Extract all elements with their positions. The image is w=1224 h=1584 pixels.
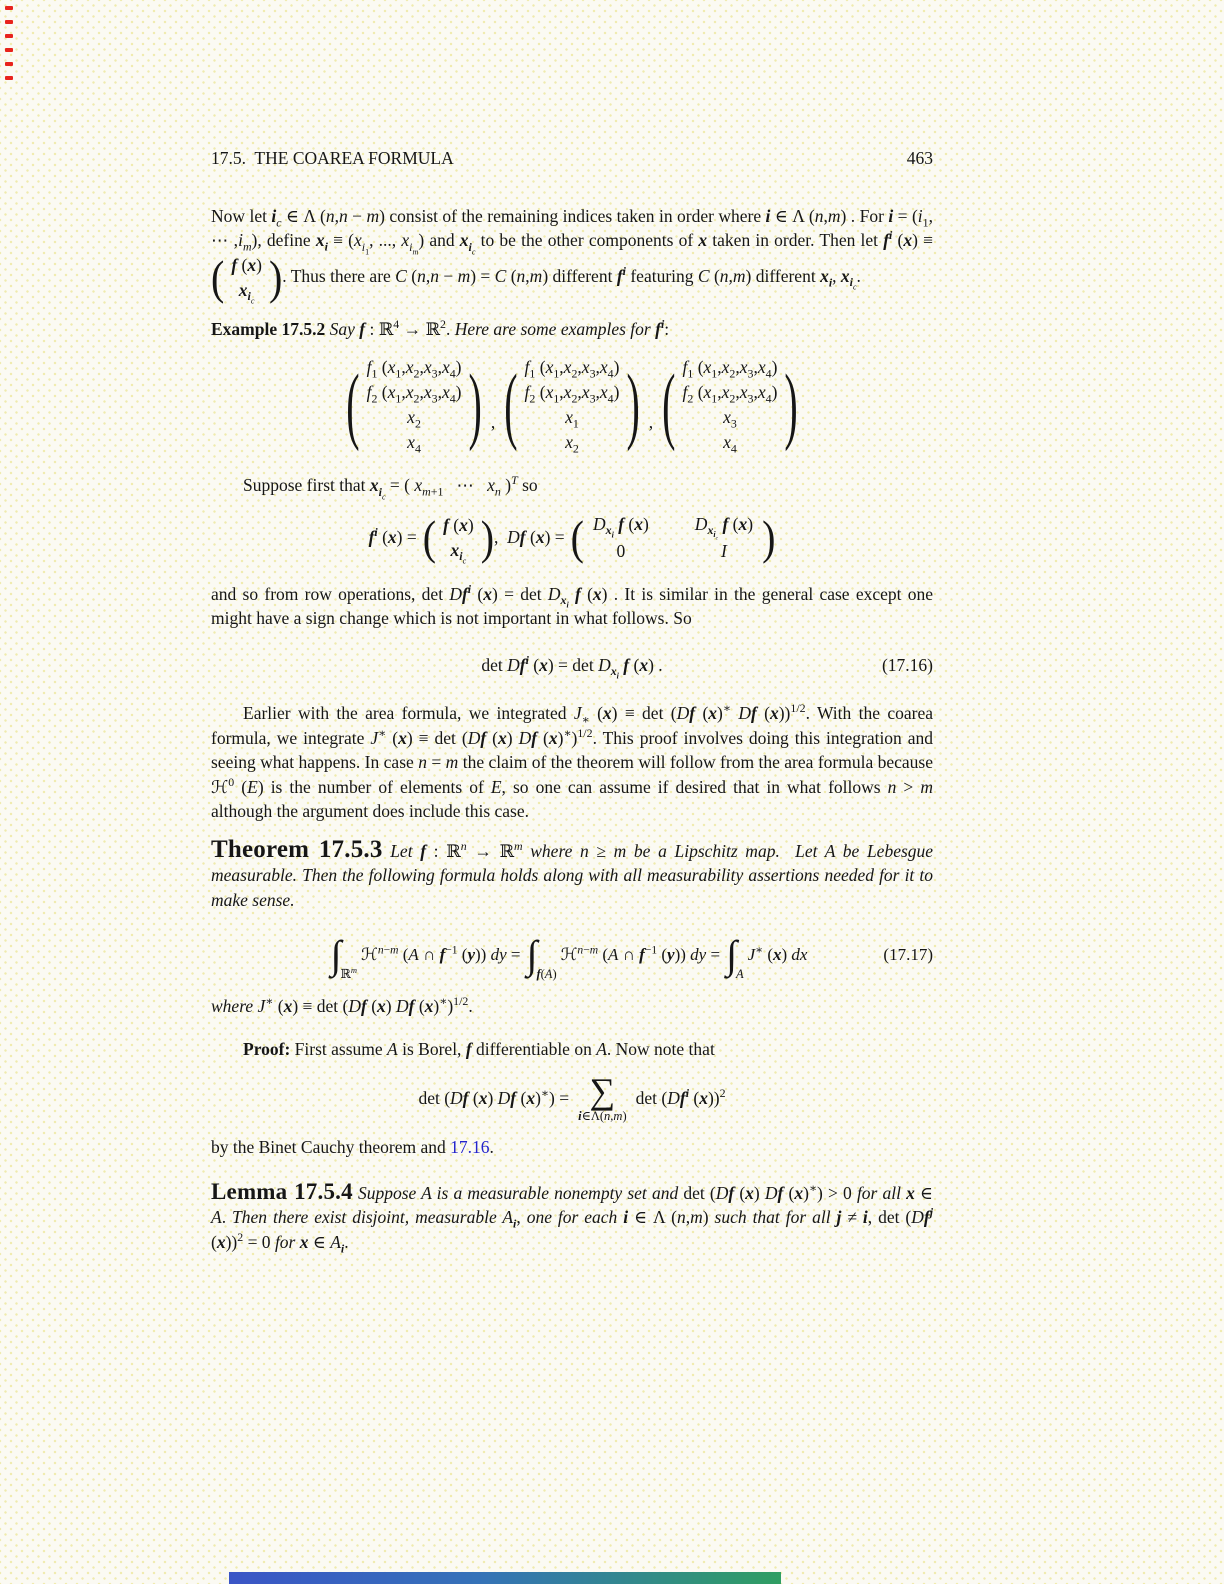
- binet-period: .: [489, 1137, 494, 1158]
- paragraph-intro-text-b: . Thus there are C (n,n − m) = C (n,m) different $f^i$ featuring C (n,m) different $x_i$, $x_{i_c}$.: [282, 263, 861, 292]
- equation-fi-df: [211, 512, 933, 564]
- lemma-label: Lemma 17.5.4: [211, 1178, 353, 1204]
- red-tick-mark: [5, 6, 13, 10]
- example-block: [211, 317, 933, 342]
- right-paren: ): [468, 355, 482, 453]
- matrix-entry: $f_1$ $(x_1,x_2,x_3,x_4)$: [366, 357, 462, 381]
- integral-term: [526, 932, 726, 982]
- integral-sign: ∫: [526, 932, 538, 978]
- paragraph-intro: [211, 204, 933, 306]
- right-paren: ): [762, 510, 776, 564]
- matrix-entry: $x_3$: [723, 407, 737, 431]
- matrix-entry: $D_{x_{i_c}}$ f (x): [694, 513, 754, 542]
- column-vector: [422, 510, 495, 566]
- left-paren: (: [422, 510, 437, 564]
- integral-domain: f(A): [536, 967, 557, 982]
- ref-link-17-16[interactable]: 17.16: [450, 1137, 490, 1158]
- matrix-entry: $x_4$: [723, 432, 737, 456]
- matrix-entry: $f_2$ $(x_1,x_2,x_3,x_4)$: [524, 382, 620, 406]
- example-body: Say f : ℝ$^4$ → ℝ$^2$. Here are some examples for $f^i$:: [329, 316, 670, 339]
- suppose-line: Suppose first that $x_{i_c}$ = ( $x_{m+1}$ ⋯ $x_n$ )$^T$ so: [243, 473, 538, 501]
- left-paren: (: [504, 355, 518, 453]
- integral-term: [726, 932, 813, 982]
- right-paren: ): [480, 510, 495, 564]
- equation-number: (17.16): [881, 654, 933, 675]
- page-content: [211, 0, 933, 1254]
- equation-17-16: [211, 653, 933, 681]
- equation-lhs: det (Df (x) Df (x)∗) =: [418, 1086, 570, 1109]
- paragraph-intro-text-a: Now let $i_c$ ∈ Λ (n,n − m) consist of the remaining indices taken in order where i ∈ Λ (n,m) . For $i = (i_1$, ⋯ $,i_m$), define $x_i \equiv (x_{i_1}$, ..., $x_{i_m}$) and $x_{i_c}$ to be the other components of x taken in order. Then let $f^i$ (x) ≡: [211, 205, 933, 256]
- sigma-sign: ∑: [589, 1071, 616, 1112]
- summation-index: i∈Λ(n,m): [578, 1109, 627, 1124]
- page-number: 463: [906, 148, 933, 168]
- red-tick-mark: [5, 48, 13, 52]
- vector-entry: $x_{i_c}$: [238, 279, 255, 306]
- matrix-separator: ,: [648, 411, 654, 432]
- matrix-separator: ,: [490, 411, 496, 432]
- equation-binet-sum: [211, 1073, 933, 1123]
- equation-lhs: $f^i$ (x) =: [368, 525, 417, 548]
- equation-number: (17.17): [883, 945, 933, 965]
- theorem-block: [211, 835, 934, 913]
- matrix-entry: $f_2$ $(x_1,x_2,x_3,x_4)$: [682, 382, 778, 406]
- integral-domain: A: [736, 967, 744, 982]
- matrix-3: [662, 355, 798, 455]
- binet-line: [211, 1135, 933, 1160]
- paragraph-row-operations: and so from row operations, det Df$^i$ $(x) = \det D_{x_i}$ f (x) . It is similar in the general case except one might have a sign change which is not important in what follows. So: [211, 582, 934, 629]
- red-tick-mark: [5, 34, 13, 38]
- vector-entry: f (x): [443, 514, 474, 535]
- matrix-entry: $x_4$: [407, 432, 421, 456]
- left-paren: (: [662, 355, 676, 453]
- page-header: [211, 146, 933, 171]
- matrix-1: [346, 355, 482, 455]
- lemma-body: Suppose A is a measurable nonempty set and det (Df (x) Df (x)∗) > 0 for all x ∈ A. Then there exist disjoint, measurable $A_i$, one for each i ∈ Λ (n,m) such that for all j ≠ i, det (Df$^j$ (x))$^2$ = 0 for x ∈ $A_i$.: [211, 1181, 934, 1256]
- left-paren: (: [570, 510, 584, 564]
- equation-body: det Df$^i$ $(x) = \det D_{x_i}$ f (x) .: [481, 653, 663, 681]
- theorem-label: Theorem 17.5.3: [211, 835, 383, 863]
- vector-entry: f (x): [231, 254, 262, 275]
- matrix-entry: 0: [616, 540, 626, 561]
- equation-mid: , Df (x) =: [494, 527, 565, 548]
- red-tick-marks: [5, 6, 15, 90]
- where-line: where J∗ (x) ≡ det (Df (x) Df (x)∗)$^{1/2}$.: [211, 994, 473, 1017]
- red-tick-mark: [5, 62, 13, 66]
- integrand: J∗ (x) dx: [747, 943, 808, 965]
- integrand: ℋ$^{n-m}$ (A ∩ $f^{-1}$ (y)) dy =: [560, 943, 721, 965]
- block-matrix: [571, 512, 776, 564]
- matrix-entry: $x_2$: [407, 407, 421, 431]
- integrand: ℋ$^{n-m}$ (A ∩ $f^{-1}$ (y)) dy =: [361, 943, 521, 965]
- right-paren: ): [626, 355, 640, 453]
- proof-line: Proof: First assume A is Borel, f differentiable on A. Now note that: [243, 1038, 715, 1059]
- integral-domain: ℝ$^m$: [340, 965, 358, 982]
- integral-sign: ∫: [726, 932, 738, 978]
- matrix-entry: $f_1$ $(x_1,x_2,x_3,x_4)$: [682, 357, 778, 381]
- left-paren: (: [346, 355, 360, 453]
- binet-text: by the Binet Cauchy theorem and: [211, 1137, 451, 1158]
- matrix-entry: $x_1$: [565, 407, 579, 431]
- matrix-entry: $f_2$ $(x_1,x_2,x_3,x_4)$: [366, 382, 462, 406]
- paragraph-earlier: Earlier with the area formula, we integrated $J_∗$ (x) ≡ det (Df (x)∗ Df (x))$^{1/2}$. With the coarea formula, we integrate J∗ (x) ≡ det (Df (x) Df (x)∗)$^{1/2}$. This proof involves doing this integration and seeing what happens. In case n = m the claim of the theorem will follow from the area formula because ℋ$^0$ (E) is the number of elements of E, so one can assume if desired that in what follows n > m although the argument does include this case.: [211, 701, 934, 822]
- example-label: Example 17.5.2: [211, 318, 326, 339]
- integral-term: [330, 932, 527, 982]
- right-paren: ): [268, 250, 283, 304]
- lemma-block: [211, 1180, 933, 1255]
- matrix-entry: I: [721, 540, 727, 561]
- left-paren: (: [211, 250, 225, 304]
- running-section-title: 17.5. THE COAREA FORMULA: [211, 148, 454, 168]
- red-tick-mark: [5, 76, 13, 80]
- matrix-entry: $D_{x_i}$ f (x): [592, 513, 649, 540]
- red-tick-mark: [5, 20, 13, 24]
- matrix-entry: $f_1$ $(x_1,x_2,x_3,x_4)$: [524, 357, 620, 381]
- example-matrices: [211, 355, 933, 455]
- theorem-body: Let f : ℝ$^n$ → ℝ$^m$ where n ≥ m be a Lipschitz map. Let A be Lebesgue measurable. Then the following formula holds along with all measurability assertions needed for it to make sense.: [211, 839, 934, 910]
- inline-column-vector: [211, 250, 283, 306]
- equation-rhs: det (Df$^i$ (x))$^2$: [635, 1086, 726, 1109]
- integral-sign: ∫: [330, 932, 342, 978]
- vector-entry: $x_{i_c}$: [450, 539, 467, 566]
- equation-17-17: [211, 932, 933, 982]
- matrix-2: [504, 355, 640, 455]
- bottom-color-bar: [229, 1572, 781, 1584]
- matrix-entry: $x_2$: [565, 432, 579, 456]
- summation: [578, 1073, 627, 1123]
- right-paren: ): [784, 355, 798, 453]
